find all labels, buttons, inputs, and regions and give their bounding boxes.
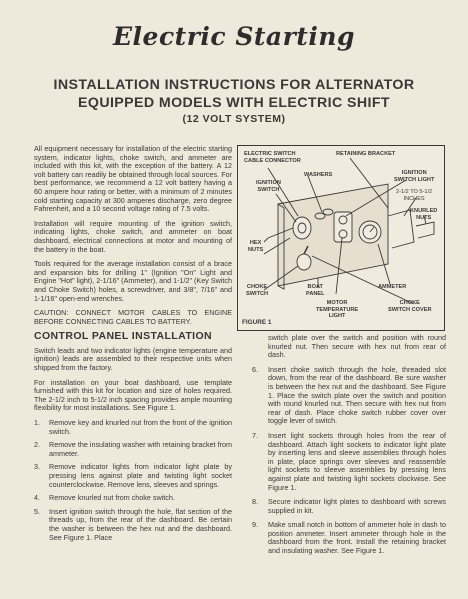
ignition-switch-shape bbox=[293, 217, 311, 239]
step-text: Insert ignition switch through the hole, flat section of the threads up, from the rear of the dashboard. Be certain the washer is between the hex nut and the dashboard. See Figure 1. Place bbox=[49, 506, 232, 542]
step-number: 6. bbox=[252, 364, 258, 374]
label-text: MOTOR TEMPERATURE LIGHT bbox=[316, 300, 359, 320]
step-text: Remove knurled nut from choke switch. bbox=[49, 493, 175, 503]
step-number: 9. bbox=[252, 520, 258, 530]
step-text: Remove indicator lights from indicator light plate by pressing lens against plate and twisting light socket counterclockwise. Remove lens, sleeves and springs. bbox=[49, 462, 232, 489]
label-text: RETAINING BRACKET bbox=[336, 151, 396, 157]
title-line-1: INSTALLATION INSTRUCTIONS FOR ALTERNATOR bbox=[53, 77, 415, 93]
label-choke-switch bbox=[246, 284, 268, 297]
label-text: KNURLED NUTS bbox=[410, 208, 438, 221]
label-text: BOAT PANEL bbox=[306, 284, 325, 297]
label-choke-switch-cover bbox=[388, 300, 432, 313]
label-text: AMMETER bbox=[378, 284, 407, 290]
label-text: IGNITION SWITCH LIGHT bbox=[394, 170, 435, 183]
step-item bbox=[34, 463, 232, 489]
caution-note: CAUTION: CONNECT MOTOR CABLES TO ENGINE BEFORE CONNECTING CABLES TO BATTERY. bbox=[34, 308, 232, 326]
installation-paragraph: Installation will require mounting of the ignition switch, indicating lights, choke switch, and ammeter on boat dashboard, electrical connections at motor and mounting of the battery in the boat. bbox=[34, 218, 232, 254]
label-boat-panel bbox=[306, 284, 325, 297]
right-column bbox=[252, 334, 446, 562]
label-text: HEX NUTS bbox=[248, 240, 264, 253]
title-line-2: EQUIPPED MODELS WITH ELECTRIC SHIFT bbox=[78, 95, 390, 111]
subtitle: (12 VOLT SYSTEM) bbox=[182, 113, 286, 125]
label-hex-nuts bbox=[248, 240, 263, 253]
main-title bbox=[0, 76, 468, 112]
step-item bbox=[34, 508, 232, 542]
step-5-continuation: switch plate over the switch and position with round knurled nut. Then secure with hex nut from rear of dash. bbox=[268, 333, 446, 360]
label-motor-temperature-light bbox=[316, 300, 358, 320]
panel-paragraph: Switch leads and two indicator lights (engine temperature and ignition) leads are assembled to their respective units when shipped from the factory. bbox=[34, 345, 232, 373]
step-number: 2. bbox=[34, 440, 40, 450]
steps-list-left bbox=[34, 419, 232, 542]
label-text: ELECTRIC SWITCH CABLE CONNECTOR bbox=[244, 151, 301, 164]
left-column bbox=[34, 145, 232, 547]
step-text: Remove key and knurled nut from the front of the ignition switch. bbox=[49, 418, 232, 436]
label-text: IGNITION SWITCH bbox=[256, 180, 281, 193]
label-retaining-bracket bbox=[336, 151, 395, 158]
label-knurled-nuts bbox=[410, 208, 437, 221]
label-text: 2-1/2 TO 5-1/2 INCHES bbox=[396, 189, 433, 202]
label-ignition-switch bbox=[256, 180, 281, 193]
label-text: CHOKE SWITCH bbox=[246, 284, 269, 297]
figure-1 bbox=[237, 145, 445, 331]
step-number: 3. bbox=[34, 462, 40, 472]
step-item bbox=[34, 494, 232, 503]
step-number: 7. bbox=[252, 430, 258, 440]
step-item bbox=[252, 366, 446, 426]
figure-caption bbox=[242, 320, 271, 327]
intro-paragraph: All equipment necessary for installation of the electric starting system, indicator lights, choke switch, and ammeter are included with this kit, with the exception of the battery. A 12 volt battery can readily be obtained through local sources. For best performance, we recommend a 12 volt battery having a 60 ampere hour rating or better, with a minimum of 2 minutes cold starting capacity at 300 amperes discharge, zero degree Fahrenheit, and a 10 second voltage rating of 7.5 volts. bbox=[34, 144, 232, 214]
tools-paragraph: Tools required for the average installation consist of a brace and expansion bits for drilling 1" (Ignition "On" Light and Engine "Hot" light), 2-1/16" (Ammeter), and 1-1/2" (Key Switch and Choke Switch) holes, a screwdriver, and 3/8", 7/16" and 1-1/16" open-end wrenches. bbox=[34, 259, 232, 303]
step-item bbox=[252, 521, 446, 555]
step-text: Insert light sockets through holes from the rear of dashboard. Attach light sockets to indicator light plate by inserting lens and sleeve assemblies through holes in plate, place springs over sleeves and reassemble light sockets to sleeve assemblies by pressing lens against plate and twisting light sockets clockwise. See Figure 1. bbox=[268, 430, 446, 492]
panel-paragraph: For installation on your boat dashboard, use template furnished with this kit for location and size of holes required. The 2-1/2 inch to 5-1/2 inch spacing provides ample mounting flexibility for most installations. See Figure 1. bbox=[34, 377, 232, 413]
step-item bbox=[252, 432, 446, 492]
label-text: CHOKE SWITCH COVER bbox=[388, 300, 432, 313]
choke-switch-shape bbox=[297, 254, 311, 270]
step-item bbox=[34, 419, 232, 436]
step-number: 8. bbox=[252, 497, 258, 507]
step-text: Make small notch in bottom of ammeter hole in dash to position ammeter. Insert ammeter through hole in the dashboard from the front. Install the retaining bracket and insulating washer. See Figure 1. bbox=[268, 520, 446, 556]
label-text: WASHERS bbox=[304, 172, 333, 178]
step-text: Insert choke switch through the hole, threaded slot down, from the rear of the dashboard. Be sure washer is between the hex nut and the dashboard. See Figure 1. Place the switch plate over the switch and position with round knurled nut. Then secure with hex nut from rear of dash. Place choke switch rubber cover over toggle lever of switch. bbox=[268, 364, 446, 426]
step-number: 5. bbox=[34, 506, 40, 516]
step-number: 1. bbox=[34, 418, 40, 428]
label-ignition-switch-light bbox=[394, 170, 434, 183]
step-item bbox=[34, 441, 232, 458]
step-number: 4. bbox=[34, 493, 40, 503]
label-text: FIGURE 1 bbox=[242, 319, 272, 326]
knurled-nut-shape bbox=[416, 222, 434, 238]
step-text: Secure indicator light plates to dashboard with screws supplied in kit. bbox=[268, 497, 446, 515]
section-heading: CONTROL PANEL INSTALLATION bbox=[34, 330, 213, 343]
label-ammeter bbox=[378, 284, 406, 291]
step-item bbox=[252, 498, 446, 515]
label-electric-switch-cable bbox=[244, 151, 301, 164]
light-plate-shape bbox=[334, 212, 352, 242]
label-washers bbox=[304, 172, 332, 179]
steps-list-right bbox=[252, 366, 446, 556]
label-spacing bbox=[396, 189, 432, 202]
script-title: Electric Starting bbox=[113, 22, 355, 51]
step-text: Remove the insulating washer with retaining bracket from ammeter. bbox=[49, 440, 232, 458]
